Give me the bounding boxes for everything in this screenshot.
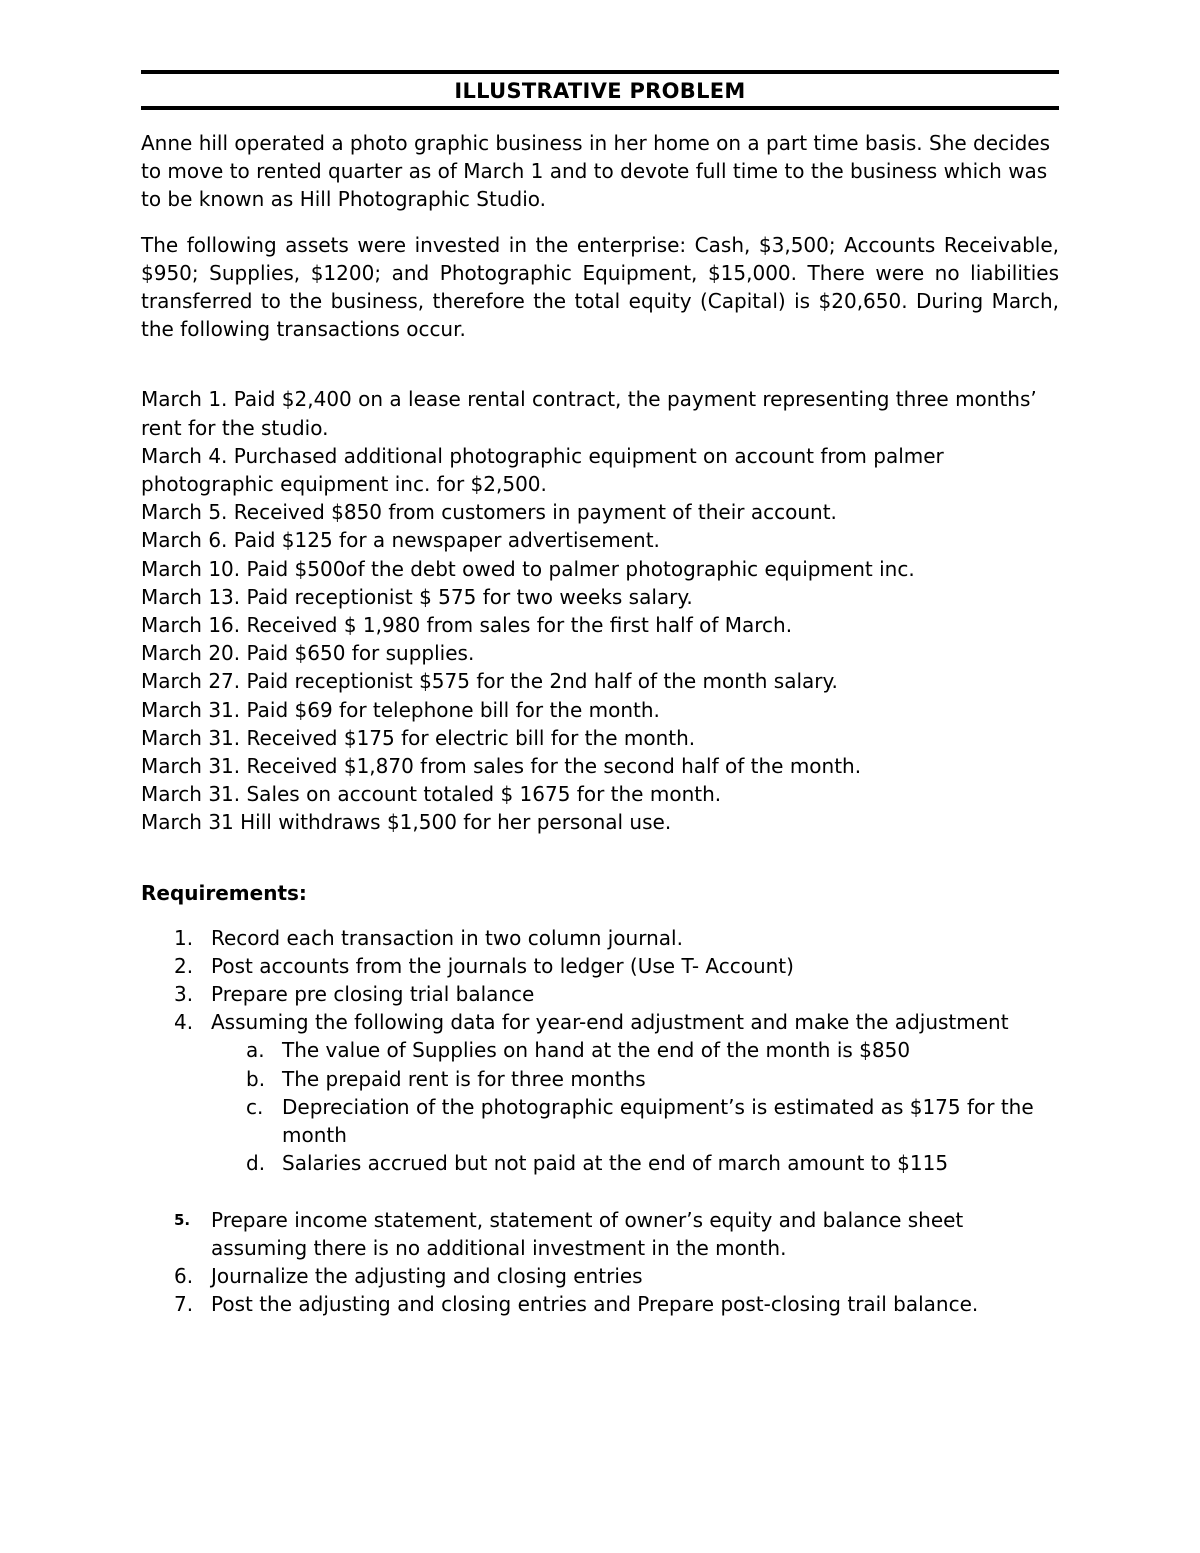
requirement-text: Record each transaction in two column journal. [211,925,683,950]
requirement-item [141,1290,1059,1318]
assets-paragraph: The following assets were invested in the enterprise: Cash, $3,500; Accounts Receivable, $950; Supplies, $1200; and Photographic Equipment, $15,000. There were no liabilities transferred to the business, therefore the total equity (Capital) is $20,650. During March, the following transactions occur. [141,232,1059,342]
requirement-text: Post accounts from the journals to ledger (Use T- Account) [211,953,794,978]
adjustment-text: The value of Supplies on hand at the end of the month is $850 [282,1038,911,1063]
adjustment-letter: b. [246,1066,266,1091]
adjustment-text: Depreciation of the photographic equipment’s is estimated as $175 for the month [282,1094,1034,1148]
transaction-item: March 27. Paid receptionist $575 for the 2nd half of the month salary. [141,669,838,694]
adjustment-list [211,1036,1059,1177]
adjustment-text: The prepaid rent is for three months [282,1066,646,1091]
requirement-text: Post the adjusting and closing entries and Prepare post-closing trail balance. [211,1292,979,1317]
requirement-number: 6. [174,1263,194,1288]
adjustment-letter: d. [246,1151,266,1176]
adjustment-item [211,1065,1059,1093]
adjustment-item [211,1093,1059,1149]
requirement-item [141,1206,1059,1262]
requirement-text: Prepare income statement, statement of owner’s equity and balance sheet assuming there is no additional investment in the month. [211,1207,964,1260]
page-title: ILLUSTRATIVE PROBLEM [454,79,746,103]
adjustment-item [211,1149,1059,1177]
requirements-heading: Requirements: [141,880,307,905]
bottom-rule [141,106,1059,110]
transaction-item: March 31 Hill withdraws $1,500 for her personal use. [141,810,672,835]
requirement-item [141,1008,1059,1177]
requirement-text: Prepare pre closing trial balance [211,982,535,1007]
requirement-number: 5. [174,1210,191,1229]
transaction-item: March 4. Purchased additional photographic equipment on account from palmer photographic equipment inc. for $2,500. [141,443,944,497]
transaction-item: March 13. Paid receptionist $ 575 for two weeks salary. [141,584,693,609]
transaction-item: March 16. Received $ 1,980 from sales for the first half of March. [141,613,793,638]
requirement-number: 7. [174,1292,194,1317]
adjustment-text: Salaries accrued but not paid at the end of march amount to $115 [282,1151,949,1176]
adjustment-letter: a. [246,1038,265,1063]
requirement-text: Journalize the adjusting and closing entries [211,1263,643,1288]
requirement-item [141,952,1059,980]
requirement-number: 4. [174,1010,194,1035]
transaction-item: March 5. Received $850 from customers in payment of their account. [141,500,837,525]
requirement-item [141,980,1059,1008]
requirement-number: 3. [174,982,194,1007]
requirement-item [141,924,1059,952]
transaction-item: March 6. Paid $125 for a newspaper advertisement. [141,528,660,553]
transaction-item: March 31. Received $1,870 from sales for the second half of the month. [141,754,862,779]
transaction-list [141,385,1059,836]
intro-paragraph: Anne hill operated a photo graphic business in her home on a part time basis. She decides to move to rented quarter as of March 1 and to devote full time to the business which was to be known as Hill Photographic Studio. [141,131,1051,212]
requirements-list [141,924,1059,1319]
adjustment-item [211,1036,1059,1064]
transaction-item: March 31. Sales on account totaled $ 1675 for the month. [141,782,722,807]
requirement-text: Assuming the following data for year-end adjustment and make the adjustment [211,1010,1009,1035]
requirement-item [141,1262,1059,1290]
top-rule [141,70,1059,74]
document-page [141,70,1059,1318]
requirement-number: 2. [174,953,194,978]
transaction-item: March 31. Received $175 for electric bill for the month. [141,725,696,750]
transaction-item: March 20. Paid $650 for supplies. [141,641,475,666]
transaction-item: March 31. Paid $69 for telephone bill for the month. [141,697,660,722]
adjustment-letter: c. [246,1094,264,1119]
transaction-item: March 1. Paid $2,400 on a lease rental contract, the payment representing three months’ rent for the studio. [141,387,1037,440]
requirement-number: 1. [174,925,194,950]
transaction-item: March 10. Paid $500of the debt owed to palmer photographic equipment inc. [141,556,915,581]
